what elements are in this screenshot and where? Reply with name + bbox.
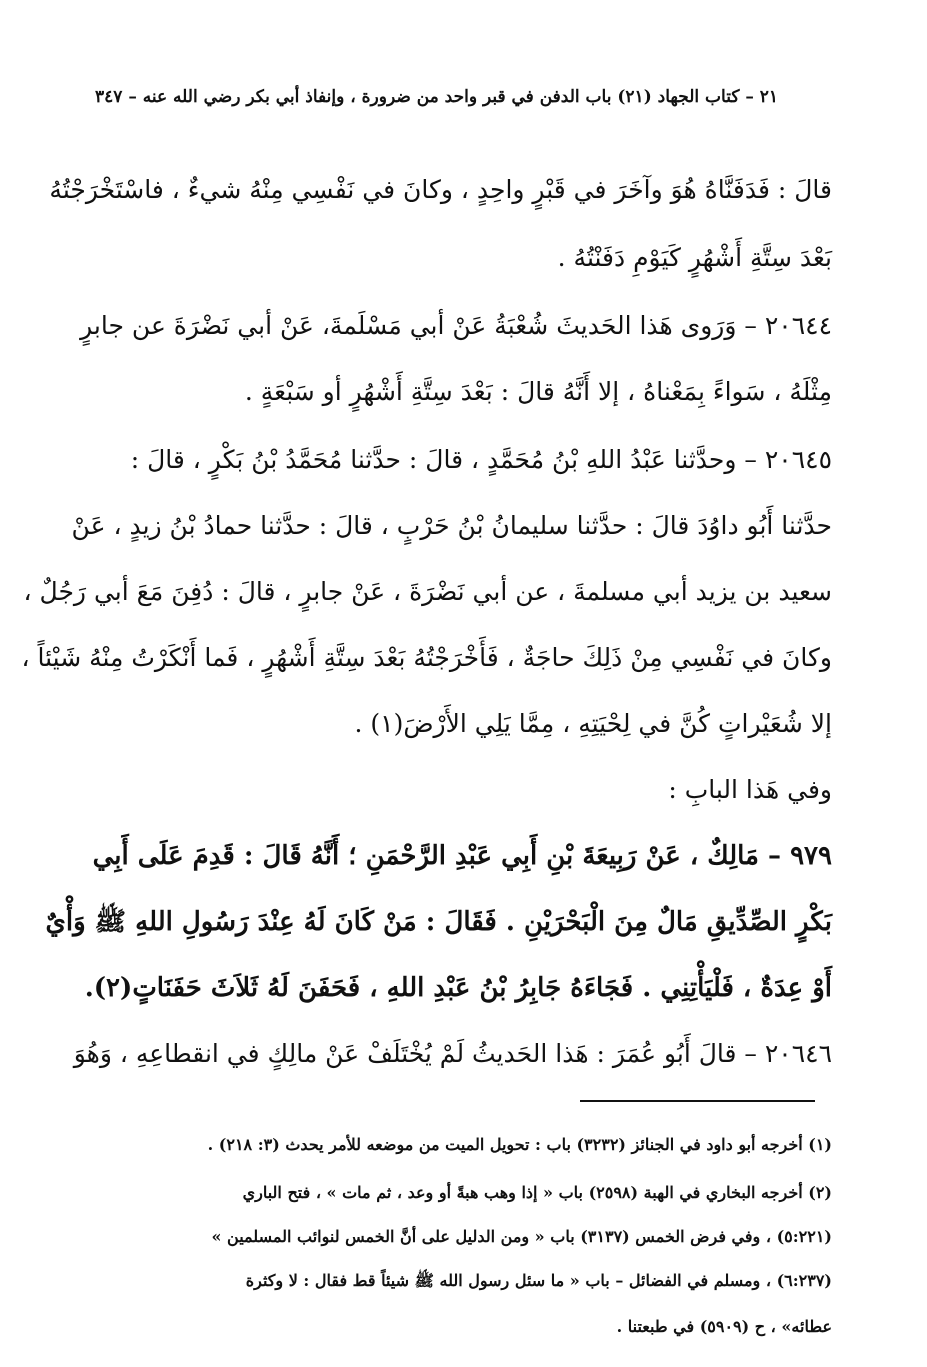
text-line: بَعْدَ سِتَّةِ أَشْهُرٍ كَيَوْمِ دَفَنْتُهُ . <box>557 243 832 272</box>
running-header: ٢١ – كتاب الجهاد (٢١) باب الدفن في قبر واحد من ضرورة ، وإنفاذ أبي بكر رضي الله عنه – ٣٤٧ <box>95 87 779 107</box>
text-line: قالَ : فَدَفَنَّاهُ هُوَ وآخَرَ في قَبْرٍ واحِدٍ ، وكانَ في نَفْسِي مِنْهُ شيءٌ ، فاسْتَخْرَجْتُهُ <box>49 175 832 204</box>
text-line: إلا شُعَيْراتٍ كُنَّ في لِحْيَتِهِ ، مِمَّا يَلِي الأَرْضَ(١) . <box>354 709 832 738</box>
footnote-line: (٦:٢٣٧) ، ومسلم في الفضائل – باب « ما سئل رسول الله ﷺ شيئاً قط فقال : لا وكثرة <box>245 1271 832 1290</box>
hadith-line: بَكْرٍ الصِّدِّيقِ مَالٌ مِنَ الْبَحْرَيْنِ . فَقَالَ : مَنْ كَانَ لَهُ عِنْدَ رَسُولِ اللهِ ﷺ وَأْيٌ <box>45 907 832 937</box>
text-line: وكانَ في نَفْسِي مِنْ ذَلِكَ حاجَةٌ ، فَأَخْرَجْتُهُ بَعْدَ سِتَّةِ أَشْهُرٍ ، فَما أَنْكَرْتُ مِنْهُ شَيْئاً ، <box>21 643 832 672</box>
text-line: ٢٠٦٤٦ – قالَ أَبُو عُمَرَ : هَذا الحَديثُ لَمْ يُخْتَلَفْ عَنْ مالِكٍ في انقطاعِهِ ، وَهُوَ <box>73 1039 832 1068</box>
hadith-line: أَوْ عِدَةٌ ، فَلْيَأْتِنِي . فَجَاءَهُ جَابِرُ بْنُ عَبْدِ اللهِ ، فَحَفَنَ لَهُ ثَلاَثَ حَفَنَاتٍ(٢). <box>84 973 832 1003</box>
footnote-divider <box>580 1100 815 1102</box>
footnote-line: (٢) أخرجه البخاري في الهبة (٢٥٩٨) باب « إذا وهب هبةً أو وعد ، ثم مات » ، فتح الباري <box>242 1183 832 1202</box>
text-line: سعيد بن يزيد أبي مسلمةَ ، عن أبي نَضْرَةَ ، عَنْ جابرٍ ، قالَ : دُفِنَ مَعَ أبي رَجُلٌ ، <box>23 577 832 606</box>
footnote-line: (٥:٢٢١) ، وفي فرض الخمس (٣١٣٧) باب « ومن الدليل على أنَّ الخمس لنوائب المسلمين » <box>211 1227 832 1246</box>
hadith-line: ٩٧٩ – مَالِكٌ ، عَنْ رَبِيعَةَ بْنِ أَبِي عَبْدِ الرَّحْمَنِ ؛ أَنَّهُ قَالَ : قَدِمَ عَلَى أَبِي <box>92 841 832 871</box>
footnote-line: (١) أخرجه أبو داود في الجنائز (٣٢٣٢) باب : تحويل الميت من موضعه للأمر يحدث (٣: ٢١٨) . <box>207 1135 832 1154</box>
text-line: ٢٠٦٤٥ – وحدَّثنا عَبْدُ اللهِ بْنُ مُحَمَّدٍ ، قالَ : حدَّثنا مُحَمَّدُ بْنُ بَكْرٍ ، قالَ : <box>130 445 832 474</box>
text-line: حدَّثنا أَبُو داوُدَ قالَ : حدَّثنا سليمانُ بْنُ حَرْبٍ ، قالَ : حدَّثنا حمادُ بْنُ زيدٍ ، عَنْ <box>71 511 832 540</box>
section-heading: وفي هَذا البابِ : <box>668 775 832 804</box>
footnote-line: عطائه» ، ح (٥٩٠٩) في طبعتنا . <box>616 1317 832 1336</box>
text-line: مِثْلَهُ ، سَواءً بِمَعْناهُ ، إلا أَنَّهُ قالَ : بَعْدَ سِتَّةِ أَشْهُرٍ أو سَبْعَةٍ . <box>244 377 832 406</box>
text-line: ٢٠٦٤٤ – وَرَوى هَذا الحَديثَ شُعْبَةُ عَنْ أبي مَسْلَمةَ، عَنْ أبي نَضْرَةَ عن جابرٍ <box>80 311 832 340</box>
